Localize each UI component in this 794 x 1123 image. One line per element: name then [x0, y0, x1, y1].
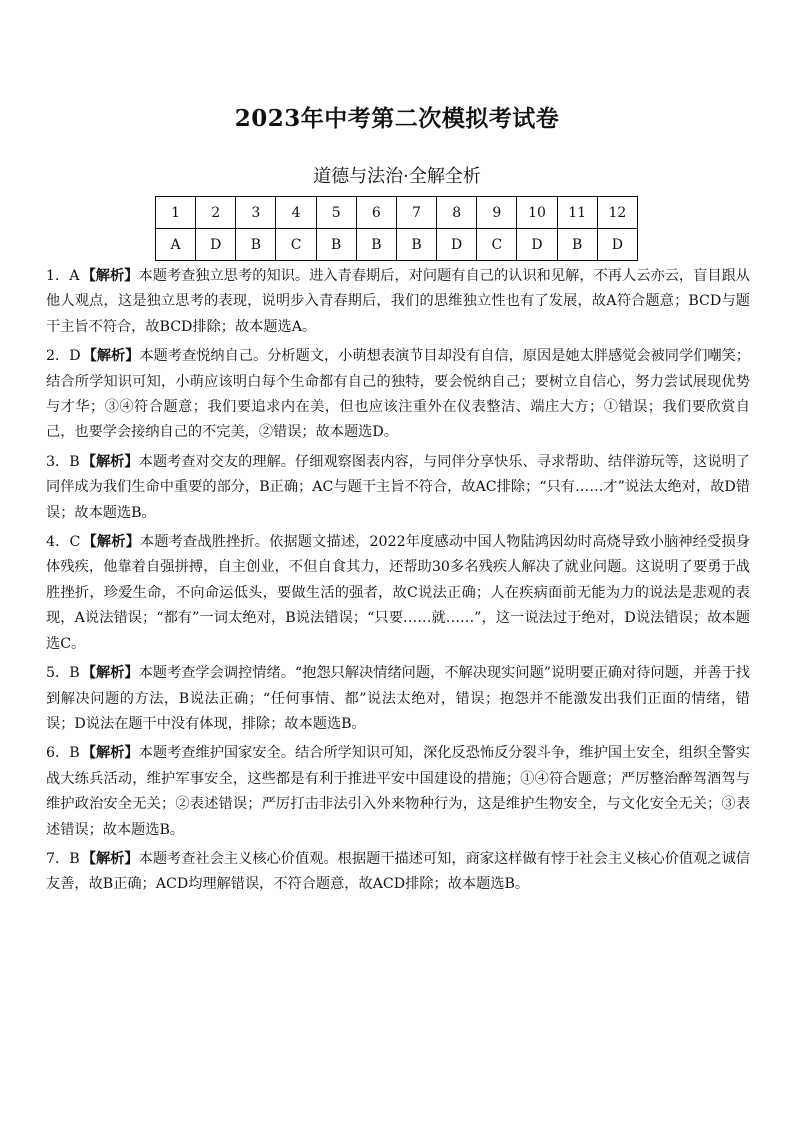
explanation-item — [46, 264, 750, 340]
question-number-cell: 8 — [437, 197, 477, 229]
analysis-tag: 【解析】 — [81, 745, 139, 762]
answer-cell: B — [316, 229, 356, 261]
answer-cell: A — [156, 229, 196, 261]
explanation-item — [46, 741, 750, 843]
question-number-cell: 6 — [356, 197, 396, 229]
analysis-tag: 【解析】 — [82, 534, 140, 551]
answer-table-number-row — [156, 197, 638, 229]
question-number-cell: 11 — [557, 197, 597, 229]
explanations — [46, 264, 750, 902]
page-title: 2023年中考第二次模拟考试卷 — [234, 105, 560, 132]
question-number-cell: 7 — [396, 197, 436, 229]
analysis-tag: 【解析】 — [81, 850, 139, 867]
question-number-cell: 1 — [156, 197, 196, 229]
item-number: 5．B — [46, 665, 80, 682]
explanation-text: 本题考查学会调控情绪。“抱怨只解决情绪问题，不解决现实问题”说明要正确对待问题，并善于找到解决问题的方法，B说法正确；“任何事情、都”说法太绝对，错误；抱怨并不能激发出我们正面的情绪，错误；D说法在题干中没有体现，排除；故本题选B。 — [46, 665, 750, 732]
explanation-text: 本题考查悦纳自己。分析题文，小萌想表演节目却没有自信，原因是她太胖感觉会被同学们嘲笑；结合所学知识可知，小萌应该明白每个生命都有自己的独特，要会悦纳自己；要树立自信心，努力尝试展现优势与才华；③④符合题意；我们要追求内在美，但也应该注重外在仪表整洁、端庄大方；①错误；我们要欣赏自己，也要学会接纳自己的不完美，②错误；故本题选D。 — [46, 348, 750, 441]
item-number: 1．A — [46, 268, 80, 284]
answer-cell: B — [236, 229, 276, 261]
item-number: 7．B — [46, 850, 80, 867]
explanation-text: 本题考查维护国家安全。结合所学知识可知，深化反恐怖反分裂斗争，维护国土安全，组织全警实战大练兵活动，维护军事安全，这些都是有利于推进平安中国建设的措施；①④符合题意；严厉整治醉驾酒驾与维护政治安全无关；②表述错误；严厉打击非法引入外来物种行为，这是维护生物安全，与文化安全无关；③表述错误；故本题选B。 — [46, 745, 750, 838]
analysis-tag: 【解析】 — [82, 348, 140, 365]
explanation-text: 本题考查对交友的理解。仔细观察图表内容，与同伴分享快乐、寻求帮助、结伴游玩等，这说明了同伴成为我们生命中重要的部分，B正确；AC与题干主旨不符合，故AC排除；“只有……才”说法太绝对，故D错误；故本题选B。 — [46, 453, 750, 521]
explanation-text: 本题考查独立思考的知识。进入青春期后，对问题有自己的认识和见解，不再人云亦云，盲目跟从他人观点，这是独立思考的表现，说明步入青春期后，我们的思维独立性也有了发展，故A符合题意；BCD与题干主旨不符合，故BCD排除；故本题选A。 — [46, 268, 750, 335]
page-subtitle: 道德与法治·全解全析 — [313, 166, 481, 187]
item-number: 3．B — [46, 453, 80, 470]
question-number-cell: 5 — [316, 197, 356, 229]
answer-cell: D — [196, 229, 236, 261]
answer-cell: B — [356, 229, 396, 261]
item-number: 2．D — [46, 348, 81, 365]
explanation-text: 本题考查社会主义核心价值观。根据题干描述可知，商家这样做有悖于社会主义核心价值观之诚信友善，故B正确；ACD均理解错误，不符合题意，故ACD排除；故本题选B。 — [46, 850, 750, 893]
question-number-cell: 12 — [597, 197, 637, 229]
question-number-cell: 10 — [517, 197, 557, 229]
answer-table-answer-row — [156, 229, 638, 261]
explanation-item — [46, 344, 750, 446]
answer-cell: D — [437, 229, 477, 261]
explanation-item — [46, 450, 750, 526]
answer-cell: B — [396, 229, 436, 261]
explanation-item — [46, 847, 750, 898]
item-number: 6．B — [46, 745, 80, 762]
explanation-item — [46, 530, 750, 657]
answer-table — [155, 196, 638, 261]
analysis-tag: 【解析】 — [81, 453, 139, 470]
analysis-tag: 【解析】 — [81, 268, 139, 284]
item-number: 4．C — [46, 534, 81, 551]
explanation-text: 本题考查战胜挫折。依据题文描述，2022年度感动中国人物陆鸿因幼时高烧导致小脑神经受损身体残疾，他靠着自强拼搏，自主创业，不但自食其力，还帮助30多名残疾人解决了就业问题。这说明了要勇于战胜挫折，珍爱生命，不向命运低头，要做生活的强者，故C说法正确；人在疾病面前无能为力的说法是悲观的表现，A说法错误；“都有”一词太绝对，B说法错误；“只要……就……”，这一说法过于绝对，D说法错误；故本题选C。 — [46, 534, 750, 652]
analysis-tag: 【解析】 — [81, 665, 139, 682]
explanation-item — [46, 661, 750, 737]
question-number-cell: 4 — [276, 197, 316, 229]
answer-cell: C — [276, 229, 316, 261]
answer-cell: C — [477, 229, 517, 261]
question-number-cell: 9 — [477, 197, 517, 229]
answer-cell: D — [597, 229, 637, 261]
answer-cell: D — [517, 229, 557, 261]
question-number-cell: 2 — [196, 197, 236, 229]
question-number-cell: 3 — [236, 197, 276, 229]
answer-cell: B — [557, 229, 597, 261]
